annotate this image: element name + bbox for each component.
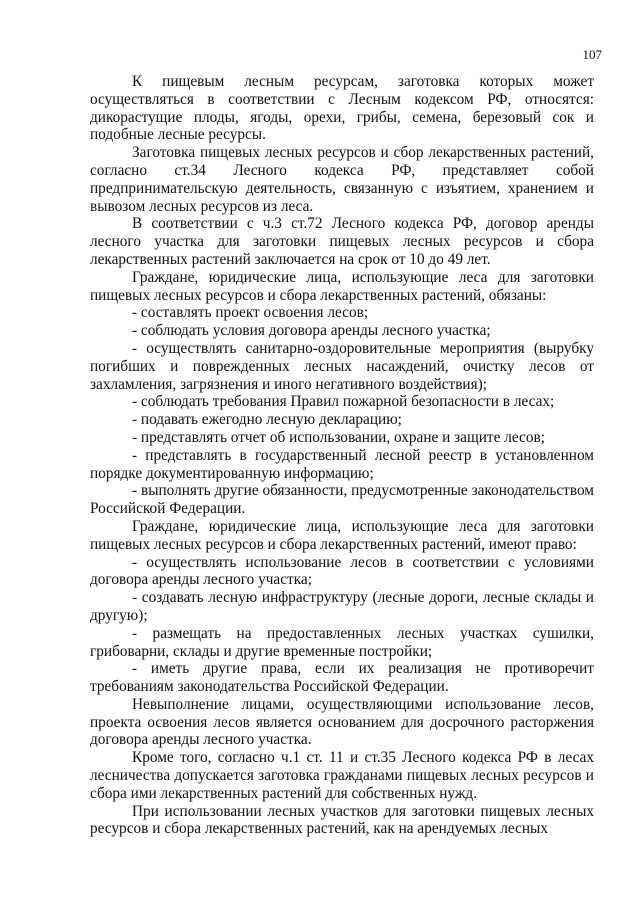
paragraph: Кроме того, согласно ч.1 ст. 11 и ст.35 Лесного кодекса РФ в лесах лесничества допускается заготовка гражданами пищевых лесных ресурсов и сбора ими лекарственных растений для собственных нужд.: [90, 749, 594, 802]
paragraph: Граждане, юридические лица, использующие леса для заготовки пищевых лесных ресурсов и сбора лекарственных растений, обязаны:: [90, 268, 594, 304]
page-number: 107: [582, 47, 602, 62]
paragraph: К пищевым лесным ресурсам, заготовка которых может осуществляться в соответствии с Лесным кодексом РФ, относятся: дикорастущие плоды, ягоды, орехи, грибы, семена, березовый сок и подобные лесные ресурсы.: [90, 73, 594, 144]
list-item: - размещать на предоставленных лесных участках сушилки, грибоварни, склады и другие временные постройки;: [90, 624, 594, 660]
paragraph: В соответствии с ч.3 ст.72 Лесного кодекса РФ, договор аренды лесного участка для заготовки пищевых лесных ресурсов и сбора лекарственных растений заключается на срок от 10 до 49 лет.: [90, 215, 594, 268]
list-item: - осуществлять использование лесов в соответствии с условиями договора аренды лесного участка;: [90, 553, 594, 589]
paragraph: Невыполнение лицами, осуществляющими использование лесов, проекта освоения лесов является основанием для досрочного расторжения договора аренды лесного участка.: [90, 695, 594, 749]
list-item: - составлять проект освоения лесов;: [132, 304, 369, 322]
paragraph: Заготовка пищевых лесных ресурсов и сбор лекарственных растений, согласно ст.34 Лесного кодекса РФ, представляет собой предпринимательскую деятельность, связанную с изъятием, хранением и вывозом лесных ресурсов из леса.: [90, 144, 594, 215]
list-item: - выполнять другие обязанности, предусмотренные законодательством Российской Федерации.: [90, 482, 594, 518]
list-item: - осуществлять санитарно-оздоровительные мероприятия (вырубку погибших и поврежденных лесных насаждений, очистку лесов от захламления, загрязнения и иного негативного воздействия);: [90, 339, 594, 393]
paragraph: Граждане, юридические лица, использующие леса для заготовки пищевых лесных ресурсов и сбора лекарственных растений, имеют право:: [90, 517, 594, 553]
list-item: - иметь другие права, если их реализация не противоречит требованиям законодательства Российской Федерации.: [90, 660, 594, 696]
paragraph: При использовании лесных участков для заготовки пищевых лесных ресурсов и сбора лекарственных растений, как на арендуемых лесных: [90, 802, 594, 838]
list-item: - соблюдать условия договора аренды лесного участка;: [132, 322, 491, 340]
list-item: - соблюдать требования Правил пожарной безопасности в лесах;: [132, 393, 555, 411]
list-item: - подавать ежегодно лесную декларацию;: [132, 411, 402, 429]
list-item: - представлять в государственный лесной реестр в установленном порядке документированную информацию;: [90, 446, 594, 482]
list-item: - создавать лесную инфраструктуру (лесные дороги, лесные склады и другую);: [90, 589, 594, 624]
page-body-text: [90, 73, 594, 838]
list-item: - представлять отчет об использовании, охране и защите лесов;: [132, 428, 545, 446]
